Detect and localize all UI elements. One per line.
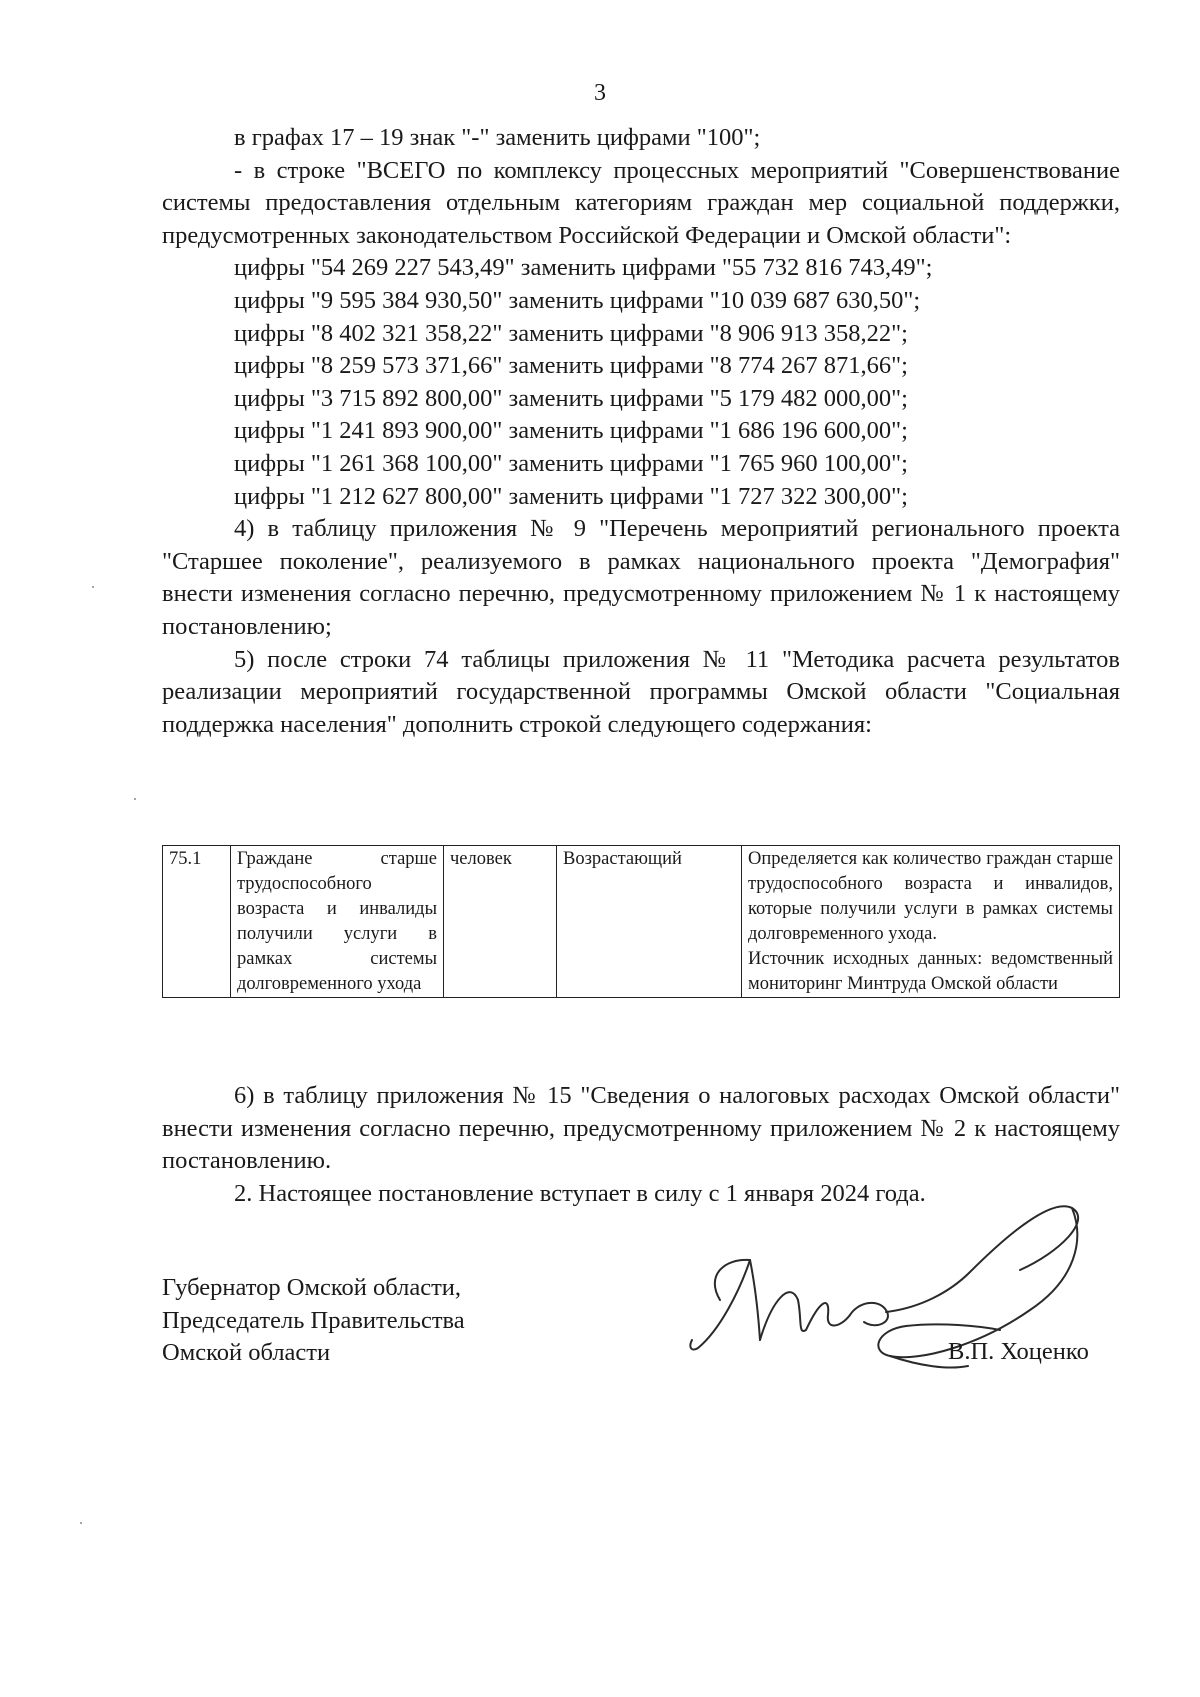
table-row <box>163 846 1120 998</box>
item-5-paragraph: 5) после строки 74 таблицы приложения № 11 "Методика расчета результатов реализации мероприятий государственной программы Омской области "Социальная поддержка населения" дополнить строкой следующего содержания: <box>162 645 1120 738</box>
item-4-paragraph: 4) в таблицу приложения № 9 "Перечень мероприятий регионального проекта "Старшее поколение", реализуемого в рамках национального проекта "Демография" внести изменения согласно перечню, предусмотренному приложением № 1 к настоящему постановлению; <box>162 515 1120 640</box>
document-body <box>162 122 1120 741</box>
indicator-name-cell: Граждане старше трудоспособного возраста и инвалиды получили услуги в рамках системы долговременного ухода <box>231 846 444 998</box>
replacement-line: цифры "3 715 892 800,00" заменить цифрами "5 179 482 000,00"; <box>234 384 908 412</box>
signatory-position <box>162 1272 465 1370</box>
paragraph-total-row: - в строке "ВСЕГО по комплексу процессных мероприятий "Совершенствование системы предоставления отдельным категориям граждан мер социальной поддержки, предусмотренных законодательством Российской Федерации и Омской области": <box>162 156 1120 249</box>
signer-name: В.П. Хоценко <box>948 1338 1089 1365</box>
position-line: Омской области <box>162 1339 331 1367</box>
replacement-line: цифры "1 212 627 800,00" заменить цифрами "1 727 322 300,00"; <box>234 482 908 510</box>
scan-artifact <box>92 586 94 588</box>
replacement-line: цифры "1 241 893 900,00" заменить цифрами "1 686 196 600,00"; <box>234 417 908 445</box>
paragraph-columns-change: в графах 17 – 19 знак "-" заменить цифрами "100"; <box>234 124 761 151</box>
position-line: Председатель Правительства <box>162 1306 465 1334</box>
method-source: Источник исходных данных: ведомственный мониторинг Минтруда Омской области <box>748 949 1113 994</box>
replacement-line: цифры "1 261 368 100,00" заменить цифрами "1 765 960 100,00"; <box>234 449 908 477</box>
scan-artifact <box>80 1522 82 1524</box>
inserted-row-table <box>162 845 1120 998</box>
scan-artifact <box>134 798 136 800</box>
unit-cell: человек <box>444 846 557 998</box>
position-line: Губернатор Омской области, <box>162 1274 462 1301</box>
row-number-cell: 75.1 <box>163 846 231 998</box>
replacement-line: цифры "8 402 321 358,22" заменить цифрами "8 906 913 358,22"; <box>234 319 908 347</box>
item-6-paragraph: 6) в таблицу приложения № 15 "Сведения о налоговых расходах Омской области" внести изменения согласно перечню, предусмотренному приложением № 2 к настоящему постановлению. <box>162 1082 1120 1175</box>
replacement-line: цифры "9 595 384 930,50" заменить цифрами "10 039 687 630,50"; <box>234 286 921 314</box>
method-cell <box>742 846 1120 998</box>
trend-cell: Возрастающий <box>557 846 742 998</box>
method-description: Определяется как количество граждан старше трудоспособного возраста и инвалидов, которые получили услуги в рамках системы долговременного ухода. <box>748 849 1113 944</box>
replacement-line: цифры "8 259 573 371,66" заменить цифрами "8 774 267 871,66"; <box>234 352 908 380</box>
replacement-line: цифры "54 269 227 543,49" заменить цифрами "55 732 816 743,49"; <box>234 254 933 282</box>
page-number: 3 <box>594 80 606 106</box>
effective-date-paragraph: 2. Настоящее постановление вступает в силу с 1 января 2024 года. <box>234 1179 926 1207</box>
